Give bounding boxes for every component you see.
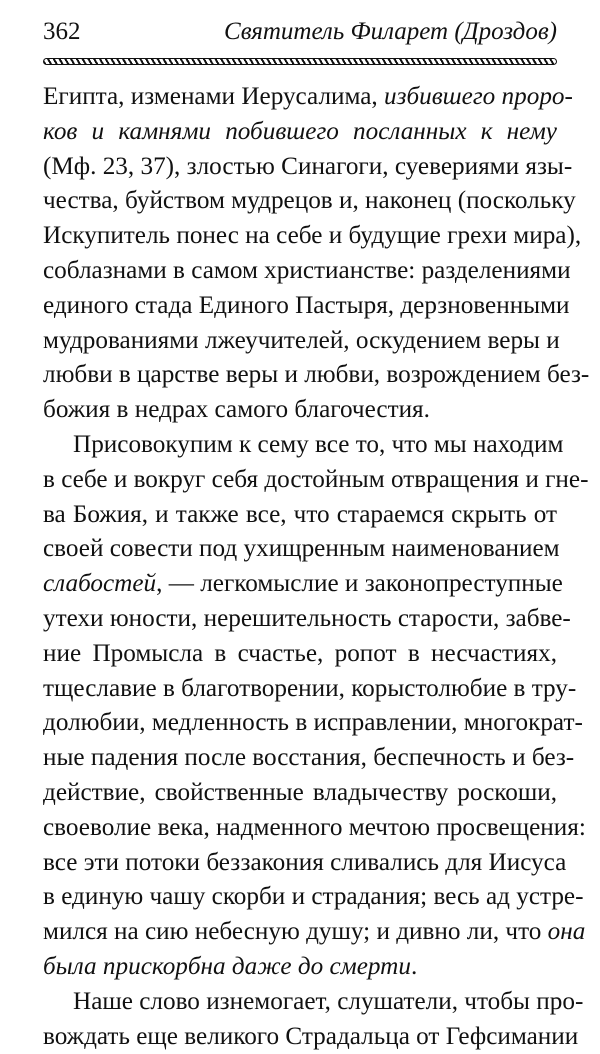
text-run: ные падения после восстания, беспечность и без-	[43, 744, 575, 772]
text-line	[43, 115, 557, 150]
text-line	[43, 985, 584, 1020]
paragraph	[43, 428, 589, 985]
text-line	[43, 811, 586, 846]
text-line	[43, 672, 577, 707]
text-run: (Мф. 23, 37), злостью Синагоги, суевериями язы-	[43, 152, 573, 180]
text-line	[43, 741, 575, 776]
text-run: все эти потоки беззакония сливались для Иисуса	[43, 848, 567, 876]
decorative-rope-rule	[43, 58, 557, 65]
text-run: тщеславие в благотворении, корыстолюбие в тру-	[43, 674, 577, 702]
text-run: в себе и вокруг себя достойным отвращения и гне-	[43, 465, 589, 493]
text-run: вождать еще великого Страдальца от Гефсимании	[43, 1022, 579, 1050]
text-line	[43, 324, 560, 359]
text-run: Присовокупим к сему все то, что мы находим	[73, 430, 564, 458]
text-line	[43, 498, 557, 533]
text-line	[43, 428, 564, 463]
text-line	[43, 706, 583, 741]
text-line	[43, 950, 557, 985]
text-run: Египта, изменами Иерусалима,	[43, 83, 385, 110]
text-run: .	[410, 952, 418, 980]
page-number: 362	[43, 18, 81, 45]
text-run: соблазнами в самом христианстве: разделениями	[43, 256, 571, 284]
text-line	[43, 776, 557, 811]
text-run: долюбии, медленность в исправлении, многократ-	[43, 709, 583, 737]
text-run: Искупитель понес на себе и будущие грехи мира),	[43, 222, 582, 250]
running-head	[43, 18, 557, 48]
text-line	[43, 567, 563, 602]
text-run: ние Промысла в счастье, ропот в несчастиях,	[43, 639, 557, 667]
text-run: Наше слово изнемогает, слушатели, чтобы про-	[73, 987, 584, 1015]
text-run: ва Божия, и также все, что стараемся скрыть от	[43, 500, 557, 528]
italic-quote: избившего проро-	[384, 83, 573, 110]
text-line	[43, 532, 560, 567]
text-run: чества, буйством мудрецов и, наконец (поскольку	[43, 187, 576, 215]
text-line	[43, 80, 573, 115]
text-run: своеволие века, надменного мечтою просвещения:	[43, 813, 586, 841]
text-line	[43, 880, 584, 915]
text-line	[43, 219, 582, 254]
text-run: действие, свойственные владычеству роскоши,	[43, 778, 557, 806]
text-line	[43, 463, 589, 498]
text-run: в единую чашу скорби и страдания; весь ад устре-	[43, 883, 584, 911]
text-run: утехи юности, нерешительность старости, забве-	[43, 604, 571, 632]
text-line	[43, 289, 570, 324]
text-run: божия в недрах самого благочестия.	[43, 396, 430, 424]
text-line	[43, 393, 557, 428]
text-line	[43, 637, 557, 672]
text-run: мудрованиями лжеучителей, оскудением веры и	[43, 326, 560, 354]
italic-quote: она	[547, 918, 586, 946]
text-line	[43, 150, 573, 185]
text-line	[43, 184, 576, 219]
running-title: Святитель Филарет (Дроздов)	[224, 18, 557, 45]
text-line	[43, 358, 590, 393]
text-run: любви в царстве веры и любви, возрождением без-	[43, 361, 590, 389]
text-line	[43, 254, 571, 289]
text-line	[43, 1020, 579, 1054]
text-run: , — легкомыслие и законопреступные	[156, 570, 563, 598]
italic-quote: ков и камнями побившего посланных к нему	[43, 117, 557, 145]
text-line	[43, 915, 586, 950]
text-run: мился на сию небесную душу; и дивно ли, что	[43, 918, 548, 946]
text-line	[43, 602, 571, 637]
body-text	[43, 80, 590, 1054]
italic-quote: слабостей	[43, 570, 157, 598]
italic-quote: была прискорбна даже до смерти	[43, 952, 411, 980]
text-run: единого стада Единого Пастыря, дерзновенными	[43, 291, 570, 319]
text-line	[43, 846, 567, 881]
text-run: своей совести под ухищренным наименованием	[43, 535, 560, 563]
paragraph	[43, 80, 590, 428]
paragraph	[43, 985, 584, 1054]
